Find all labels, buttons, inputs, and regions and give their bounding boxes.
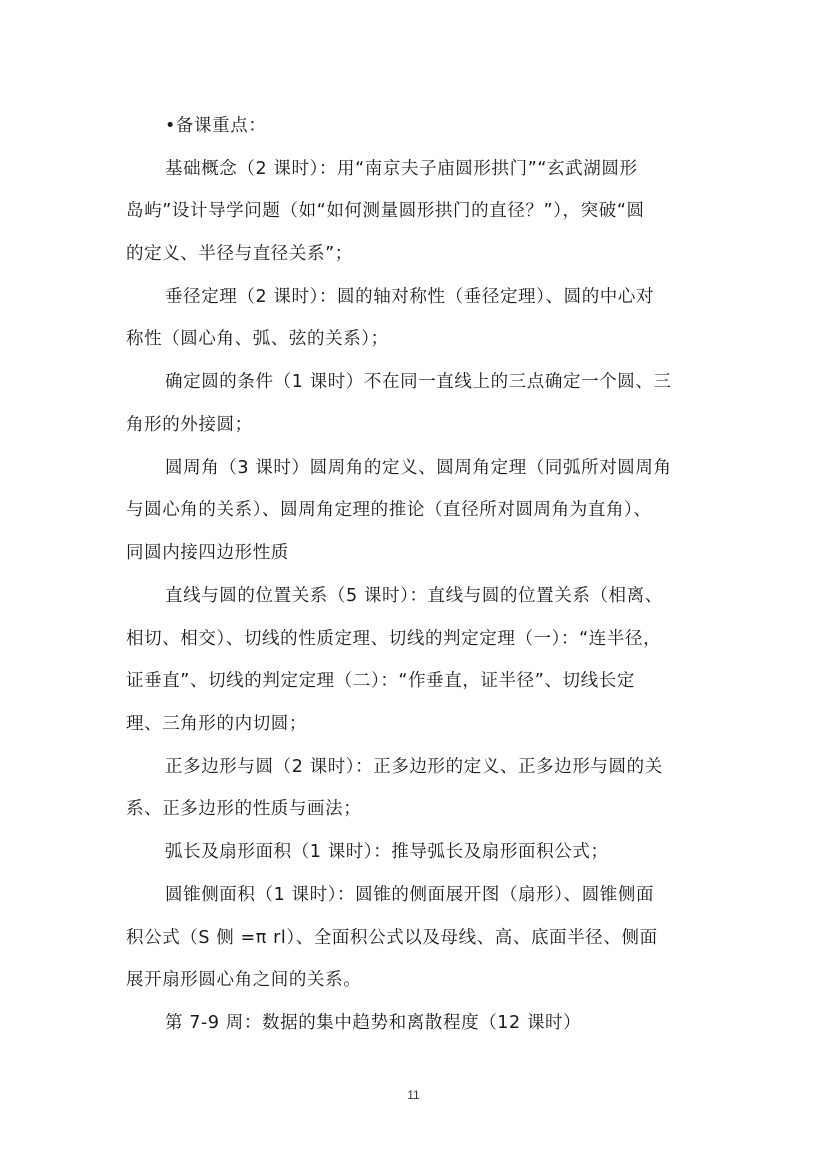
paragraph-line: 与圆心角的关系）、圆周角定理的推论（直径所对圆周角为直角）、 [126,500,652,520]
paragraph-line: 称性（圆心角、弧、弦的关系）； [126,329,389,349]
paragraph-line: 第 7-9 周：数据的集中趋势和离散程度（12 课时） [165,1013,582,1033]
paragraph-line: 角形的外接圆； [126,415,253,435]
paragraph-line: 证垂直”、切线的判定定理（二）：“作垂直，证半径”、切线长定 [126,671,635,691]
paragraph-line: 弧长及扇形面积（1 课时）：推导弧长及扇形面积公式； [165,842,609,862]
paragraph-line: 系、正多边形的性质与画法； [126,799,362,819]
paragraph-line: 理、三角形的内切圆； [126,714,307,734]
paragraph-line: 垂径定理（2 课时）：圆的轴对称性（垂径定理）、圆的中心对 [165,287,655,307]
paragraph-line: 展开扇形圆心角之间的关系。 [126,970,362,990]
paragraph-line: 积公式（S 侧 =π rl）、全面积公式以及母线、高、底面半径、侧面 [126,928,658,948]
paragraph-line: 圆锥侧面积（1 课时）：圆锥的侧面展开图（扇形）、圆锥侧面 [165,885,655,905]
section-heading: •备课重点： [165,116,267,136]
paragraph-line: 确定圆的条件（1 课时）不在同一直线上的三点确定一个圆、三 [165,372,672,392]
paragraph-line: 直线与圆的位置关系（5 课时）：直线与圆的位置关系（相离、 [165,586,663,606]
paragraph-line: 正多边形与圆（2 课时）：正多边形的定义、正多边形与圆的关 [165,757,663,777]
paragraph-line: 基础概念（2 课时）：用“南京夫子庙圆形拱门”“玄武湖圆形 [165,159,638,179]
page-number: 11 [407,1088,420,1102]
paragraph-line: 相切、相交）、切线的性质定理、切线的判定定理（一）：“连半径， [126,629,662,649]
paragraph-line: 的定义、半径与直径关系”； [126,244,353,264]
paragraph-line: 圆周角（3 课时）圆周角的定义、圆周角定理（同弧所对圆周角 [165,458,672,478]
paragraph-line: 岛屿”设计导学问题（如“如何测量圆形拱门的直径？”），突破“圆 [126,201,645,221]
paragraph-line: 同圆内接四边形性质 [126,543,289,563]
